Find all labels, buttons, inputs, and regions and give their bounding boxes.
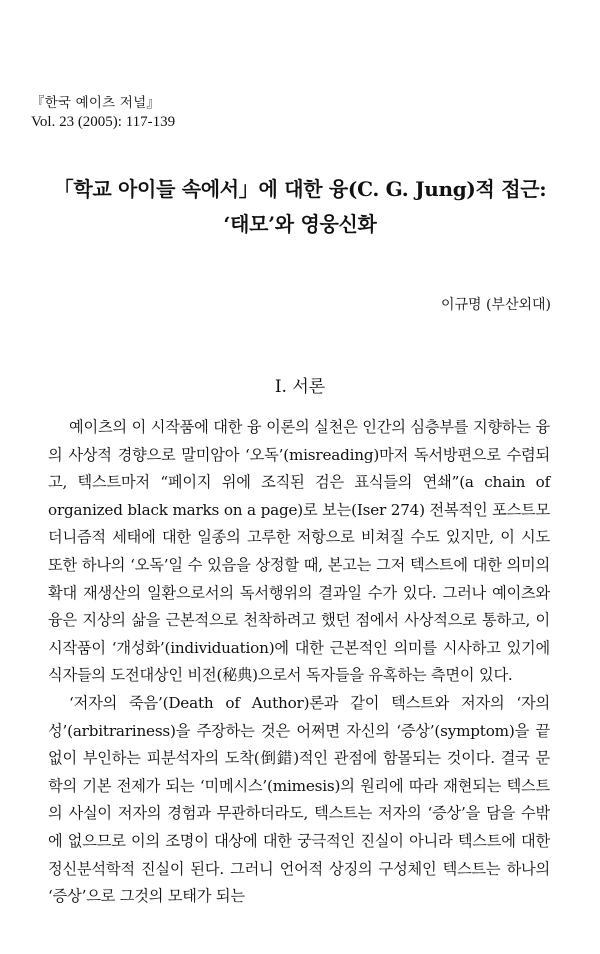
section-heading: I. 서론 [274,377,326,397]
author-affiliation: 이규명 (부산외대) [440,297,551,313]
title-line-2: ‘태모’와 영웅신화 [223,212,377,236]
volume-info: Vol. 23 (2005): 117-139 [31,114,176,130]
paragraph-2: ‘저자의 죽음’(Death of Author)론과 같이 텍스트와 저자의 ‘자의성’(arbitrariness)을 주장하는 것은 어쩌면 자신의 ‘증상’(symptom)을 끝없이 부인하는 피분석자의 도착(倒錯)적인 관점에 함몰되는 것이다. 결국 문학의 기본 전제가 되는 ‘미메시스’(mimesis)의 원리에 따라 재현되는 텍스트의 사실이 저자의 경험과 무관하더라도, 텍스트는 저자의 ‘증상’을 담을 수밖에 없으므로 이의 조명이 대상에 대한 궁극적인 진실이 아니라 텍스트에 대한 정신분석학적 진실이 된다. 그러니 언어적 상징의 구성체인 텍스트는 하나의 ‘증상’으로 그것의 모태가 되는 [48,693,550,906]
paper-title [0,172,600,242]
title-line-1: 「학교 아이들 속에서」에 대한 융(C. G. Jung)적 접근: [53,177,547,201]
journal-title: 『한국 예이츠 저널』 [31,95,161,111]
journal-header [31,94,175,131]
body-text [48,414,550,911]
paragraph-1: 예이츠의 이 시작품에 대한 융 이론의 실천은 인간의 심층부를 지향하는 융의 사상적 경향으로 말미암아 ‘오독’(misreading)마저 독서방편으로 수렴되고, 텍스트마저 “페이지 위에 조직된 검은 표식들의 연쇄”(a chain of organized black marks on a page)로 보는(Iser 274) 전복적인 포스트모더니즘적 세태에 대한 일종의 고루한 저항으로 비쳐질 수도 있지만, 이 시도 또한 하나의 ‘오독’일 수 있음을 상정할 때, 본고는 그저 텍스트에 대한 의미의 확대 재생산의 일환으로서의 독서행위의 결과일 수가 있다. 그러나 예이츠와 융은 지상의 삶을 근본적으로 천착하려고 했던 점에서 사상적으로 통하고, 이 시작품이 ‘개성화’(individuation)에 대한 근본적인 의미를 시사하고 있기에 식자들의 도전대상인 비전(秘典)으로서 독자들을 유혹하는 측면이 있다. [48,418,550,685]
